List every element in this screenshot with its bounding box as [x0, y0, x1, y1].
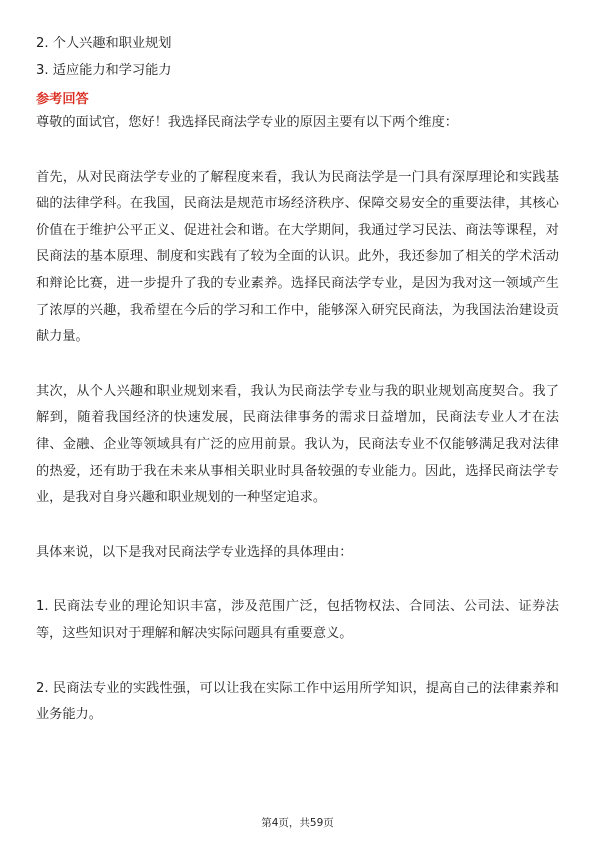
paragraph-gap [36, 566, 559, 594]
document-body [36, 30, 559, 729]
page-footer: 第4页，共59页 [261, 817, 334, 829]
list-item-adaptability: 3. 适应能力和学习能力 [36, 63, 172, 78]
list-item-interest: 2. 个人兴趣和职业规划 [36, 36, 172, 51]
greeting-paragraph: 尊敬的面试官，您好！我选择民商法学专业的原因主要有以下两个维度： [36, 115, 458, 130]
paragraph-career: 其次，从个人兴趣和职业规划来看，我认为民商法学专业与我的职业规划高度契合。我了解到，随着我国经济的快速发展，民商法律事务的需求日益增加，民商法专业人才在法律、金融、企业等领域具有广泛的应用前景。我认为，民商法专业不仅能够满足我对法律的热爱，还有助于我在未来从事相关职业时具备较强的专业能力。因此，选择民商法学专业，是我对自身兴趣和职业规划的一种坚定追求。 [36, 383, 559, 506]
answer-heading: 参考回答 [36, 92, 89, 107]
paragraph-understanding: 首先，从对民商法学专业的了解程度来看，我认为民商法学是一门具有深厚理论和实践基础的法律学科。在我国，民商法是规范市场经济秩序、保障交易安全的重要法律，其核心价值在于维护公平正义、促进社会和谐。在大学期间，我通过学习民法、商法等课程，对民商法的基本原理、制度和实践有了较为全面的认识。此外，我还参加了相关的学术活动和辩论比赛，进一步提升了我的专业素养。选择民商法学专业，是因为我对这一领域产生了浓厚的兴趣，我希望在今后的学习和工作中，能够深入研究民商法，为我国法治建设贡献力量。 [36, 169, 559, 345]
paragraph-gap [36, 137, 559, 165]
paragraph-gap [36, 351, 559, 379]
reason-item-1: 1. 民商法专业的理论知识丰富，涉及范围广泛，包括物权法、合同法、公司法、证券法等，这些知识对于理解和解决实际问题具有重要意义。 [36, 599, 559, 641]
paragraph-gap [36, 512, 559, 540]
paragraph-reasons-intro: 具体来说，以下是我对民商法学专业选择的具体理由： [36, 544, 353, 560]
reason-item-2: 2. 民商法专业的实践性强，可以让我在实际工作中运用所学知识，提高自己的法律素养和业务能力。 [36, 680, 559, 723]
paragraph-gap [36, 648, 559, 676]
